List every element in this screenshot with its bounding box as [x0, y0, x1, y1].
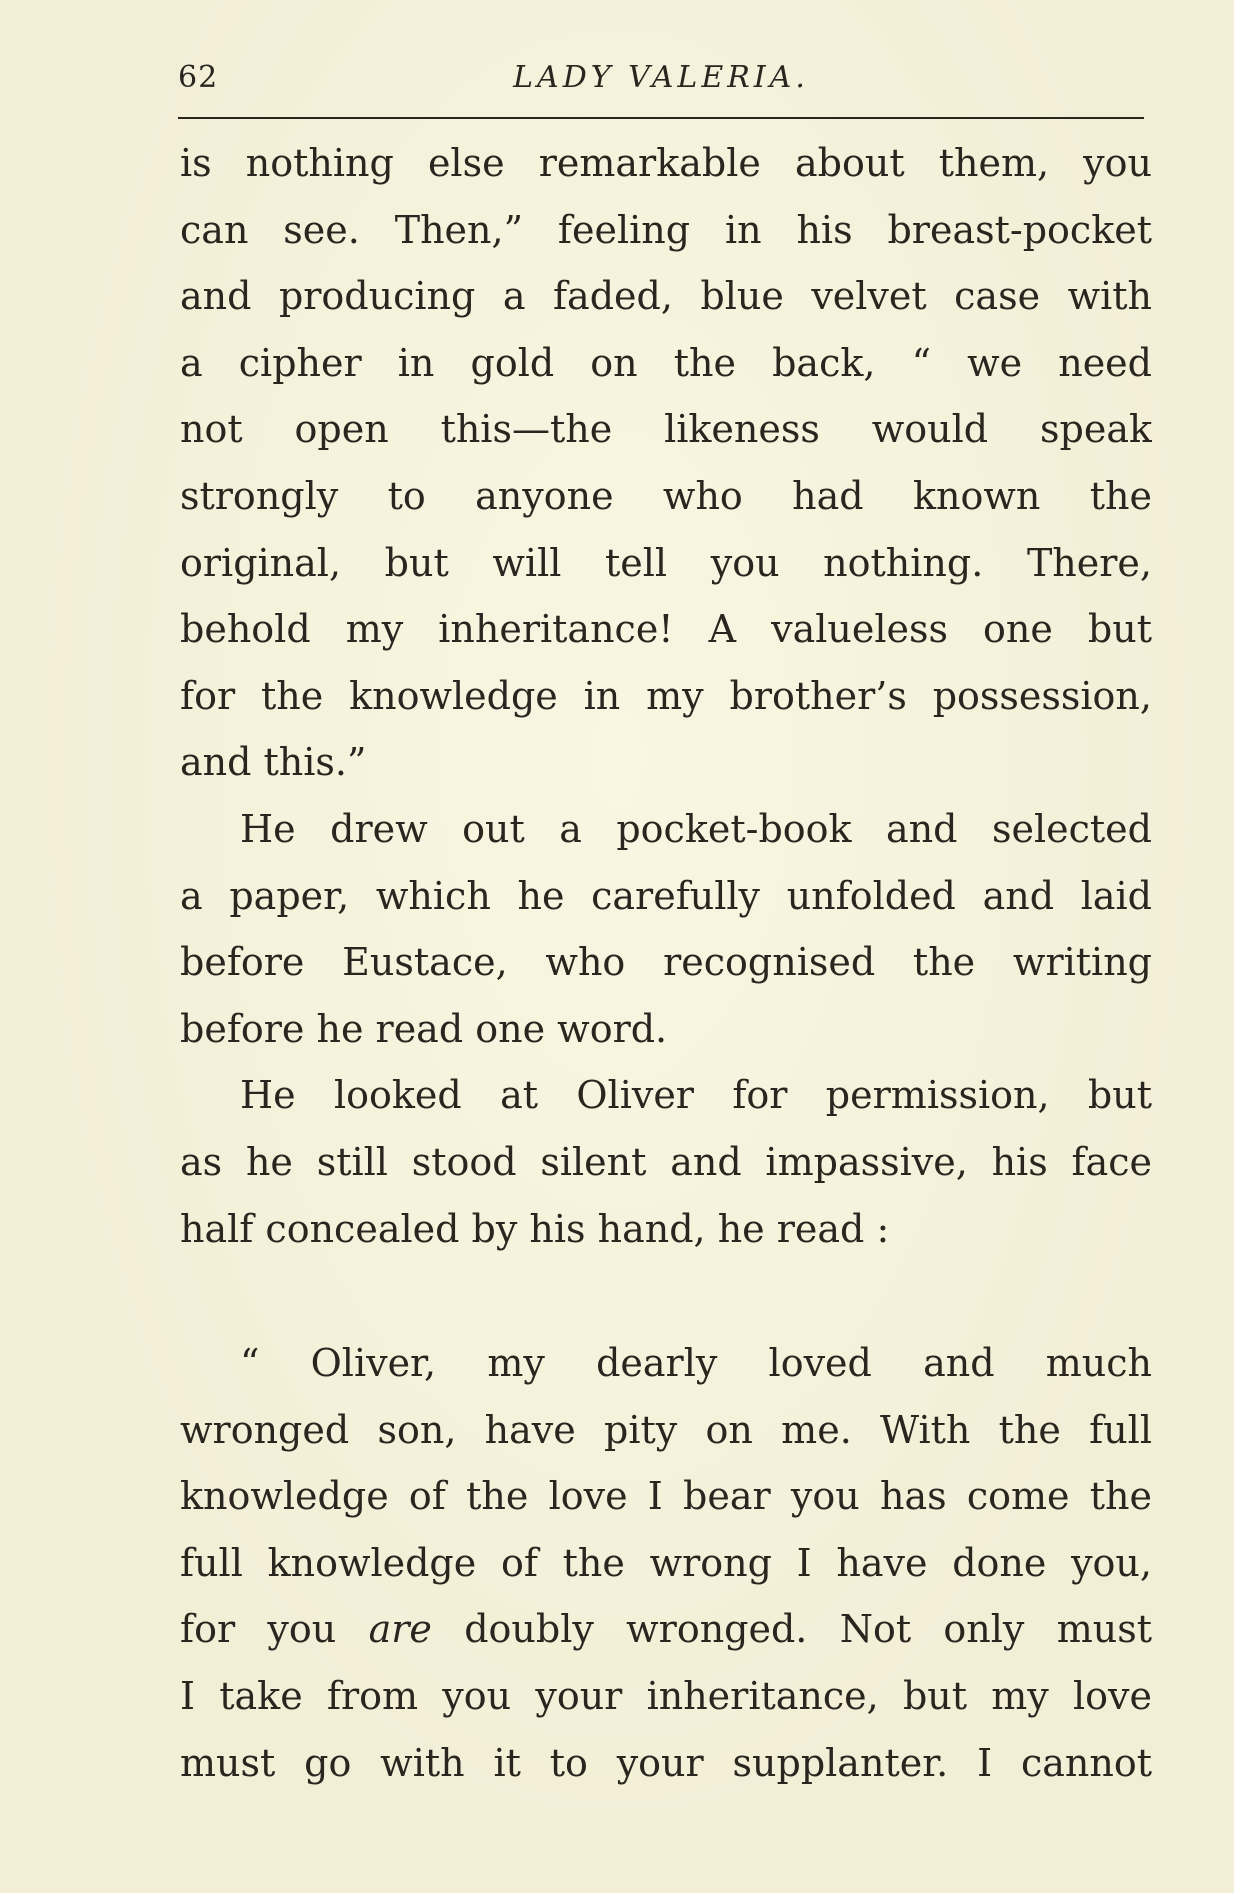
- text-line: knowledge of the love I bear you has come the: [180, 1474, 1152, 1519]
- text-line: “ Oliver, my dearly loved and much: [240, 1341, 1152, 1386]
- header-rule: [178, 117, 1144, 119]
- text-line: is nothing else remarkable about them, you: [180, 141, 1152, 185]
- text-line: and this.”: [180, 740, 367, 785]
- running-title: LADY VALERIA.: [513, 60, 809, 95]
- text-line: not open this—the likeness would speak: [180, 407, 1152, 452]
- text-line: I take from you your inheritance, but my love: [180, 1674, 1152, 1719]
- paragraph-pocket-book: [180, 796, 1152, 1062]
- text-line: wronged son, have pity on me. With the full: [180, 1407, 1152, 1452]
- text-line: must go with it to your supplanter. I cannot: [180, 1740, 1152, 1785]
- text-line: He drew out a pocket-book and selected: [240, 806, 1152, 851]
- paragraph-permission: [180, 1062, 1152, 1262]
- text-line: half concealed by his hand, he read :: [180, 1206, 890, 1251]
- text-line: full knowledge of the wrong I have done you,: [180, 1540, 1152, 1585]
- text-line: before he read one word.: [180, 1006, 668, 1051]
- text-segment: for you: [180, 1607, 369, 1652]
- section-gap: [180, 1262, 1152, 1330]
- text-line: can see. Then,” feeling in his breast-pocket: [180, 207, 1152, 252]
- text-line: before Eustace, who recognised the writing: [180, 940, 1152, 985]
- paragraph-continued: [180, 130, 1152, 796]
- text-line: for the knowledge in my brother’s possession,: [180, 673, 1152, 718]
- text-segment: doubly wronged. Not only must: [431, 1607, 1152, 1652]
- letter-text: [180, 1330, 1152, 1796]
- text-line: a paper, which he carefully unfolded and laid: [180, 873, 1152, 918]
- italic-emphasis: are: [368, 1607, 432, 1652]
- text-line: as he still stood silent and impassive, his face: [180, 1139, 1152, 1184]
- text-line: He looked at Oliver for permission, but: [240, 1073, 1152, 1118]
- text-line: a cipher in gold on the back, “ we need: [180, 340, 1152, 385]
- text-line: behold my inheritance! A valueless one but: [180, 607, 1152, 652]
- text-line-with-italic: [180, 1596, 1152, 1663]
- text-line: and producing a faded, blue velvet case with: [180, 274, 1152, 319]
- page-number: 62: [178, 60, 219, 95]
- text-body: [180, 130, 1152, 1796]
- text-line: original, but will tell you nothing. There,: [180, 540, 1152, 585]
- text-line: strongly to anyone who had known the: [180, 473, 1152, 518]
- page-header: [178, 60, 1144, 112]
